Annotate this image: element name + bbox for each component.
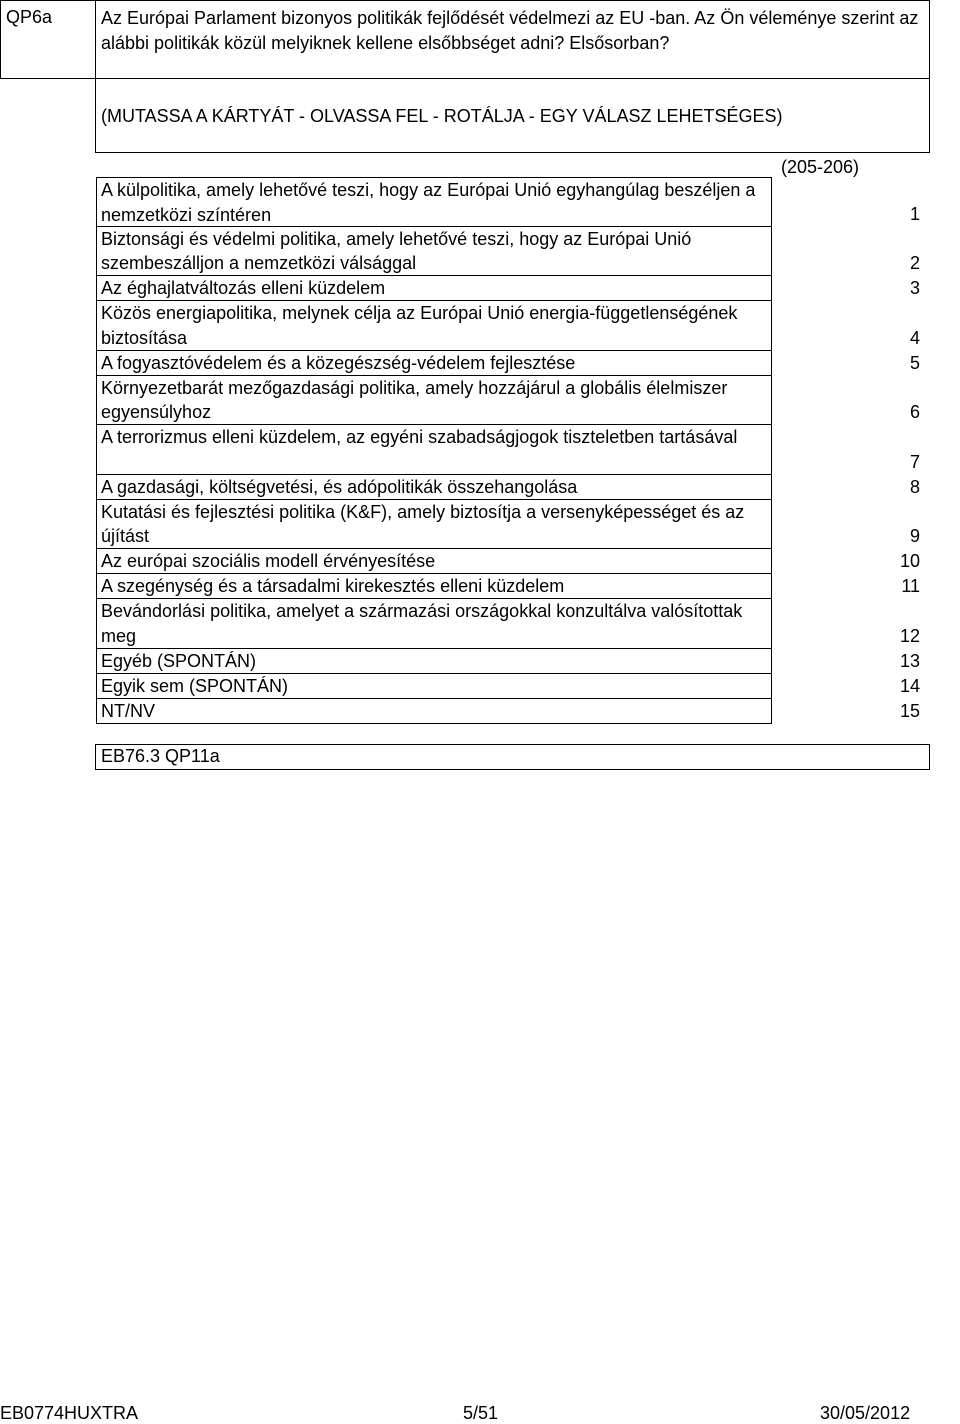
option-code: 3 xyxy=(909,278,920,298)
option-code: 4 xyxy=(909,327,920,348)
option-code: 15 xyxy=(899,700,920,721)
option-row xyxy=(96,500,930,550)
option-label: Egyik sem (SPONTÁN) xyxy=(96,674,772,699)
option-label: Közös energiapolitika, melynek célja az Európai Unió energia-függetlenségének biztosítása xyxy=(96,301,772,351)
option-label: A szegénység és a társadalmi kirekesztés elleni küzdelem xyxy=(96,574,772,599)
option-code: 9 xyxy=(909,526,920,546)
reference-code: EB76.3 QP11a xyxy=(101,746,220,766)
option-label: A gazdasági, költségvetési, és adópolitikák összehangolása xyxy=(96,475,772,500)
option-row xyxy=(96,351,930,376)
option-label: Egyéb (SPONTÁN) xyxy=(96,649,772,674)
option-row xyxy=(96,227,930,277)
option-label: Kutatási és fejlesztési politika (K&F), amely biztosítja a versenyképességet és az újítást xyxy=(96,500,772,550)
option-label: Bevándorlási politika, amelyet a származási országokkal konzultálva valósítottak meg xyxy=(96,599,772,649)
reference-box xyxy=(95,744,930,770)
option-row xyxy=(96,475,930,500)
footer-page-number: 5/51 xyxy=(463,1403,499,1423)
option-code: 11 xyxy=(901,576,920,596)
question-text: Az Európai Parlament bizonyos politikák fejlődését védelmezi az EU -ban. Az Ön véleménye szerint az alábbi politikák közül melyiknek kellene elsőbbséget adni? Elsősorban? xyxy=(101,8,919,53)
option-code: 13 xyxy=(899,650,920,671)
option-row xyxy=(96,376,930,426)
options-table xyxy=(96,177,930,724)
option-code: 12 xyxy=(899,625,920,646)
option-label: Az európai szociális modell érvényesítése xyxy=(96,549,772,574)
instruction-text: (MUTASSA A KÁRTYÁT - OLVASSA FEL - ROTÁLJA - EGY VÁLASZ LEHETSÉGES) xyxy=(101,106,783,126)
option-row xyxy=(96,549,930,574)
option-code: 14 xyxy=(899,675,920,696)
option-row xyxy=(96,276,930,301)
option-row xyxy=(96,177,930,227)
question-id: QP6a xyxy=(6,7,53,27)
option-row xyxy=(96,599,930,649)
footer-doc-id: EB0774HUXTRA xyxy=(0,1403,139,1423)
option-row xyxy=(96,301,930,351)
option-row xyxy=(96,425,930,475)
option-label: Környezetbarát mezőgazdasági politika, amely hozzájárul a globális élelmiszer egyensúlyhoz xyxy=(96,376,772,426)
option-code: 10 xyxy=(899,551,920,571)
option-label: A külpolitika, amely lehetővé teszi, hogy az Európai Unió egyhangúlag beszéljen a nemzetközi színtéren xyxy=(96,177,772,227)
option-row xyxy=(96,674,930,699)
option-label: NT/NV xyxy=(96,699,772,724)
option-label: A fogyasztóvédelem és a közegészség-védelem fejlesztése xyxy=(96,351,772,376)
option-label: A terrorizmus elleni küzdelem, az egyéni szabadságjogok tiszteletben tartásával xyxy=(96,425,772,475)
option-code: 5 xyxy=(909,352,920,373)
option-code: 8 xyxy=(909,476,920,497)
code-range: (205-206) xyxy=(780,157,859,177)
option-row xyxy=(96,574,930,599)
option-row xyxy=(96,649,930,674)
option-code: 7 xyxy=(909,451,920,472)
option-label: Biztonsági és védelmi politika, amely lehetővé teszi, hogy az Európai Unió szembeszálljon a nemzetközi válsággal xyxy=(96,227,772,277)
option-code: 2 xyxy=(909,253,920,273)
footer-date: 30/05/2012 xyxy=(820,1403,911,1423)
option-code: 6 xyxy=(909,402,920,422)
option-row xyxy=(96,699,930,724)
option-code: 1 xyxy=(909,203,920,224)
option-label: Az éghajlatváltozás elleni küzdelem xyxy=(96,276,772,301)
